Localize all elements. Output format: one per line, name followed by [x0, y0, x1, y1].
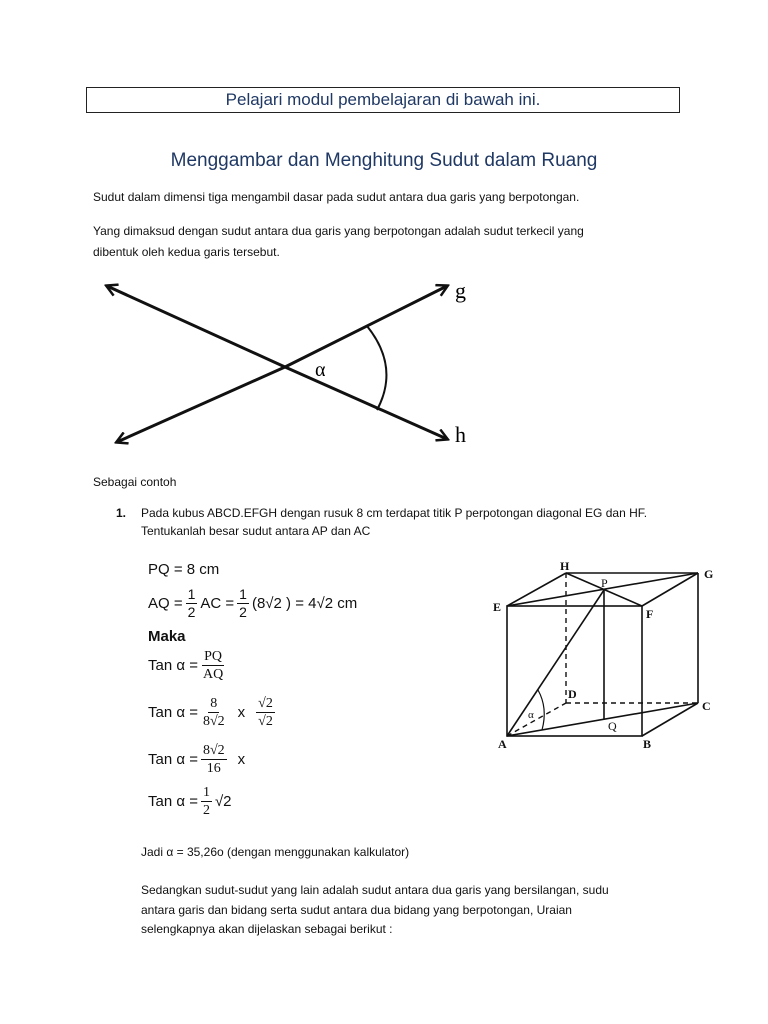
- cube-label-h: H: [560, 559, 570, 573]
- cube-label-alpha: α: [528, 709, 534, 721]
- closing-line-3: selengkapnya akan dijelaskan sebagai berikut :: [141, 922, 393, 936]
- times-sign: x: [237, 704, 246, 721]
- tan-label: Tan α =: [148, 704, 198, 721]
- solution-aq: [148, 586, 357, 621]
- problem-line-1: Pada kubus ABCD.EFGH dengan rusuk 8 cm terdapat titik P perpotongan diagonal EG dan HF.: [141, 506, 648, 520]
- cube-label-g: G: [704, 567, 714, 581]
- aq-lhs: AQ =: [148, 595, 183, 612]
- cube-label-a: A: [498, 737, 507, 751]
- page-title: Menggambar dan Menghitung Sudut dalam Ruang: [170, 150, 598, 171]
- line-h-left-ray: [107, 286, 285, 367]
- tan4-fraction: $\frac{1}{2}$: [202, 785, 210, 818]
- label-alpha: α: [315, 359, 326, 381]
- line-g-left-ray: [117, 367, 285, 442]
- label-h: h: [455, 422, 466, 447]
- closing-line-2: antara garis dan bidang serta sudut antara dua bidang yang berpotongan, Uraian: [141, 903, 572, 917]
- aq-half-fraction: $\frac{1}{2}$: [187, 586, 196, 620]
- solution-tan-2: [148, 695, 278, 730]
- times-sign: x: [237, 751, 246, 768]
- line-h-right-ray: [285, 367, 447, 439]
- solution-tan-4: [148, 784, 232, 819]
- tan1-fraction: $\frac{PQ}{AQ}$: [202, 649, 224, 682]
- cube-label-q: Q: [608, 719, 617, 733]
- line-g-right-ray: [285, 286, 447, 367]
- banner-text: Pelajari modul pembelajaran di bawah ini.: [225, 90, 541, 109]
- problem-number: 1.: [116, 506, 127, 520]
- cube-label-e: E: [493, 600, 502, 614]
- pq-text: PQ = 8 cm: [148, 561, 220, 578]
- intro-paragraph: Sudut dalam dimensi tiga mengambil dasar pada sudut antara dua garis yang berpotongan.: [93, 190, 580, 204]
- closing-line-1: Sedangkan sudut-sudut yang lain adalah sudut antara dua garis yang bersilangan, sudu: [141, 883, 609, 897]
- tan-label: Tan α =: [148, 751, 198, 768]
- maka-text: Maka: [148, 628, 186, 645]
- aq-half-fraction-2: $\frac{1}{2}$: [239, 586, 247, 620]
- tan3-fraction: $\frac{8√2}{16}$: [202, 743, 225, 776]
- cube-label-c: C: [702, 699, 711, 713]
- example-heading: Sebagai contoh: [93, 475, 177, 489]
- instruction-banner: [86, 87, 680, 113]
- label-g: g: [455, 278, 466, 303]
- problem-line-2: Tentukanlah besar sudut antara AP dan AC: [141, 524, 371, 538]
- tan-label: Tan α =: [148, 793, 198, 810]
- angle-arc: [367, 326, 386, 410]
- solution-maka: [148, 628, 186, 645]
- cube-label-b: B: [643, 737, 652, 751]
- cube-label-p: P: [601, 576, 608, 590]
- definition-line-2: dibentuk oleh kedua garis tersebut.: [93, 245, 280, 259]
- cube-figure: [490, 558, 725, 753]
- cube-label-f: F: [646, 607, 654, 621]
- solution-tan-1: [148, 648, 228, 683]
- cube-label-d: D: [568, 687, 577, 701]
- solution-tan-3: [148, 742, 253, 777]
- tan2-rationalizer: $\frac{√2}{√2}$: [258, 696, 273, 729]
- solution-pq: [148, 561, 219, 578]
- aq-mid: AC =: [200, 595, 235, 612]
- conclusion-text: Jadi α = 35,26o (dengan menggunakan kalkulator): [141, 845, 410, 859]
- tan-label: Tan α =: [148, 657, 198, 674]
- tan2-fraction: $\frac{8}{8√2}$: [202, 696, 225, 729]
- intersecting-lines-figure: [95, 272, 485, 452]
- definition-line-1: Yang dimaksud dengan sudut antara dua garis yang berpotongan adalah sudut terkecil yang: [93, 224, 584, 238]
- tan4-tail: √2: [214, 793, 232, 810]
- aq-rhs: (8√2 ) = 4√2 cm: [251, 595, 358, 612]
